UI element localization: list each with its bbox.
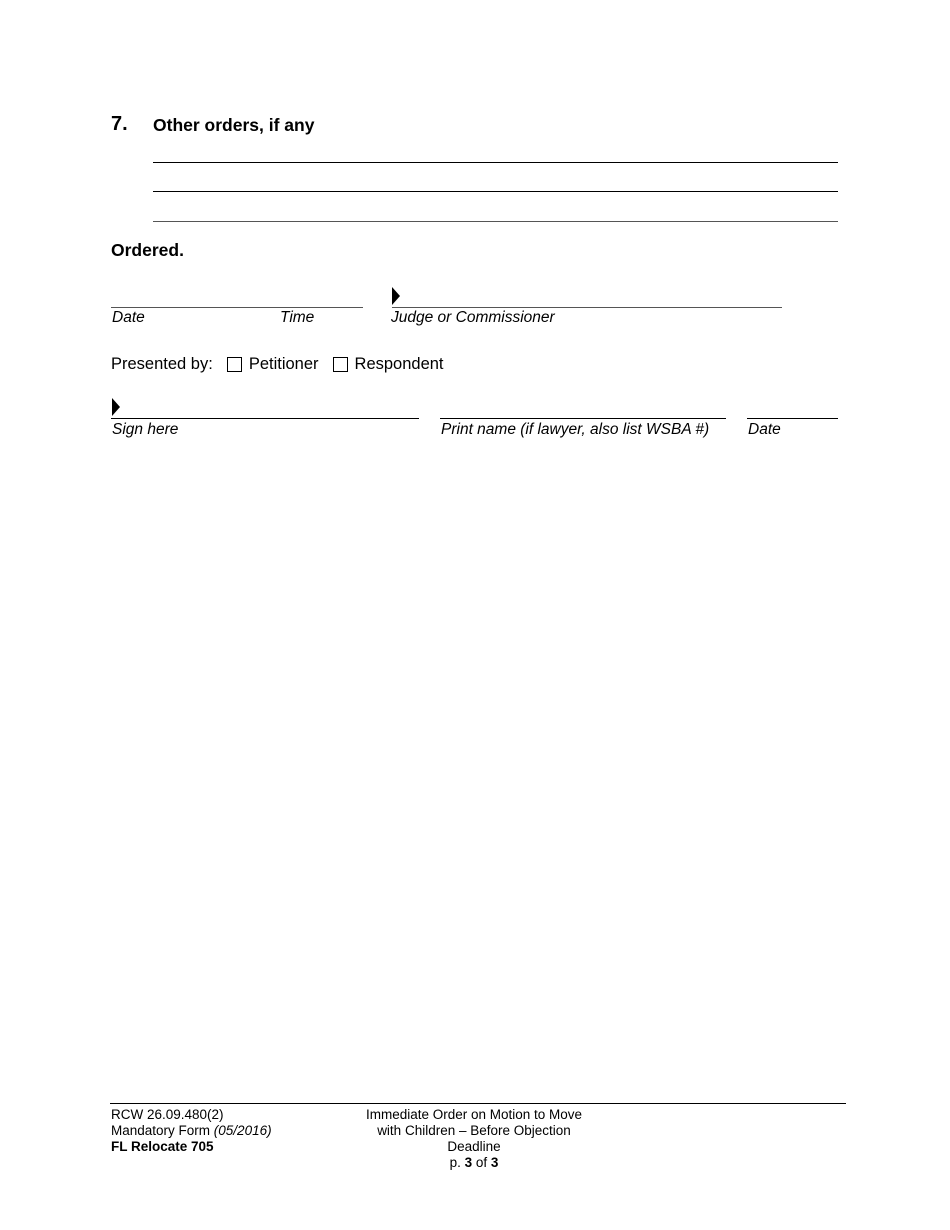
print-name-line[interactable] (440, 418, 726, 419)
footer-form-date: (05/2016) (213, 1123, 272, 1138)
signature-date-label: Date (748, 421, 781, 438)
page-prefix: p. (449, 1155, 461, 1170)
footer-mandatory (111, 1123, 272, 1139)
footer-statute: RCW 26.09.480(2) (111, 1107, 224, 1122)
sign-here-label: Sign here (112, 421, 179, 438)
footer-form-title (340, 1107, 608, 1171)
respondent-checkbox[interactable] (333, 357, 348, 372)
section-7-number: 7. (111, 113, 128, 135)
footer-form-id: FL Relocate 705 (111, 1139, 214, 1154)
footer-mandatory-label: Mandatory Form (111, 1123, 211, 1138)
sign-here-arrow-icon (112, 398, 120, 416)
footer-divider (110, 1103, 846, 1104)
print-name-label: Print name (if lawyer, also list WSBA #) (441, 421, 710, 438)
signature-date-line[interactable] (747, 418, 838, 419)
footer-title-line-2: with Children – Before Objection (377, 1123, 571, 1138)
footer-page-number (340, 1155, 608, 1171)
footer-form-info (111, 1107, 272, 1155)
other-orders-line-3[interactable] (153, 221, 838, 222)
judge-signature-line[interactable] (392, 307, 782, 308)
date-time-field-line[interactable] (111, 307, 363, 308)
petitioner-label: Petitioner (248, 355, 319, 373)
petitioner-checkbox[interactable] (227, 357, 242, 372)
section-7-title: Other orders, if any (153, 115, 315, 135)
time-label: Time (280, 309, 315, 326)
sign-here-line[interactable] (111, 418, 419, 419)
presented-by-label: Presented by: (111, 355, 213, 373)
page-total: 3 (490, 1155, 499, 1170)
petitioner-option[interactable] (227, 355, 319, 374)
signature-arrow-icon (392, 287, 400, 305)
page-of: of (475, 1155, 488, 1170)
other-orders-line-2[interactable] (153, 191, 838, 192)
footer-title-line-1: Immediate Order on Motion to Move (365, 1107, 583, 1122)
judge-label: Judge or Commissioner (391, 309, 555, 326)
ordered-heading: Ordered. (111, 240, 184, 260)
respondent-option[interactable] (333, 355, 444, 374)
other-orders-line-1[interactable] (153, 162, 838, 163)
presented-by-row (111, 355, 444, 374)
footer-title-line-3: Deadline (447, 1139, 501, 1154)
date-label: Date (112, 309, 145, 326)
respondent-label: Respondent (354, 355, 444, 373)
page-current: 3 (464, 1155, 473, 1170)
